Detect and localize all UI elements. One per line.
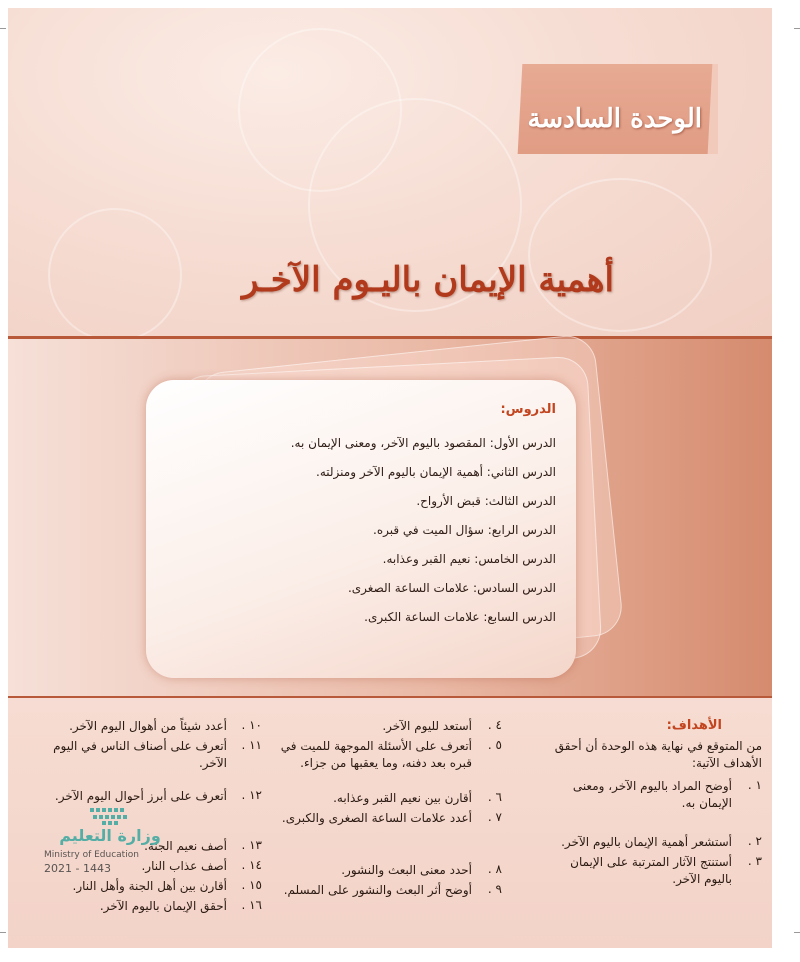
unit-title: الوحدة السادسة — [527, 104, 702, 134]
goals-intro: من المتوقع في نهاية هذه الوحدة أن أحقق الأهداف الآتية: — [554, 739, 762, 770]
lesson-item: الدرس الرابع: سؤال الميت في قبره. — [373, 523, 556, 537]
goal-text: أوضح أثر البعث والنشور على المسلم. — [283, 883, 472, 897]
goal-text: أوضح المراد باليوم الآخر، ومعنى الإيمان به. — [572, 779, 732, 810]
chapter-title: أهمية الإيمان باليـوم الآخـر — [242, 260, 614, 300]
ministry-logo-dots-icon — [88, 806, 132, 826]
ministry-name-english: Ministry of Education — [44, 850, 139, 860]
ornament-swirl — [528, 178, 712, 332]
goal-number: ٣ . — [747, 854, 762, 868]
goal-number: ١٢ . — [241, 788, 262, 802]
lesson-item: الدرس الأول: المقصود باليوم الآخر، ومعنى الإيمان به. — [290, 436, 556, 450]
goal-text: أقارن بين أهل الجنة وأهل النار. — [72, 879, 227, 893]
goal-text: أتعرف على الأسئلة الموجهة للميت في قبره بعد دفنه، وما يعقبها من جزاء. — [280, 739, 472, 770]
goals-section — [8, 698, 772, 948]
goal-number: ٦ . — [487, 790, 502, 804]
crop-mark — [794, 932, 800, 933]
lesson-item: الدرس الخامس: نعيم القبر وعذابه. — [382, 552, 556, 566]
goal-number: ١ . — [747, 778, 762, 792]
lessons-card — [146, 380, 576, 678]
goal-text: أتعرف على أبرز أحوال اليوم الآخر. — [54, 789, 227, 803]
goal-text: أستنتج الآثار المترتبة على الإيمان باليوم الآخر. — [570, 855, 732, 886]
crop-mark — [794, 28, 800, 29]
lesson-item: الدرس الثالث: قبض الأرواح. — [416, 494, 556, 508]
goal-text: أصف عذاب النار. — [141, 859, 227, 873]
lesson-item: الدرس السادس: علامات الساعة الصغرى. — [347, 581, 556, 595]
goal-number: ٥ . — [487, 738, 502, 752]
lesson-item: الدرس الثاني: أهمية الإيمان باليوم الآخر ومنزلته. — [316, 465, 556, 479]
lesson-item: الدرس السابع: علامات الساعة الكبرى. — [364, 610, 556, 624]
goal-number: ١١ . — [241, 738, 262, 752]
edition-year: 2021 - 1443 — [44, 862, 111, 875]
goal-number: ١٠ . — [241, 718, 262, 732]
ornament-swirl — [48, 208, 182, 342]
goal-text: أقارن بين نعيم القبر وعذابه. — [333, 791, 472, 805]
goal-text: أتعرف على أصناف الناس في اليوم الآخر. — [53, 739, 227, 770]
goals-heading: الأهداف: — [666, 718, 722, 733]
lessons-heading: الدروس: — [500, 402, 556, 417]
goal-number: ٤ . — [487, 718, 502, 732]
goal-number: ١٥ . — [241, 878, 262, 892]
goal-number: ٨ . — [487, 862, 502, 876]
goal-text: أعدد علامات الساعة الصغرى والكبرى. — [281, 811, 472, 825]
goal-text: أعدد شيئاً من أهوال اليوم الآخر. — [69, 719, 227, 733]
ministry-name-arabic: وزارة التعليم — [59, 826, 161, 845]
goal-number: ١٣ . — [241, 838, 262, 852]
goal-number: ١٦ . — [241, 898, 262, 912]
goal-text: أحقق الإيمان باليوم الآخر. — [99, 899, 227, 913]
band-top-line — [8, 336, 772, 339]
goal-number: ٩ . — [487, 882, 502, 896]
goal-number: ١٤ . — [241, 858, 262, 872]
goal-number: ٧ . — [487, 810, 502, 824]
goal-text: أستعد لليوم الآخر. — [382, 719, 472, 733]
book-page — [8, 8, 772, 948]
crop-mark — [0, 28, 6, 29]
goal-text: أحدد معنى البعث والنشور. — [341, 863, 472, 877]
goal-text: أصف نعيم الجنة. — [144, 839, 227, 853]
ministry-logo — [40, 806, 180, 886]
goal-number: ٢ . — [747, 834, 762, 848]
crop-mark — [0, 932, 6, 933]
goal-text: أستشعر أهمية الإيمان باليوم الآخر. — [561, 835, 732, 849]
